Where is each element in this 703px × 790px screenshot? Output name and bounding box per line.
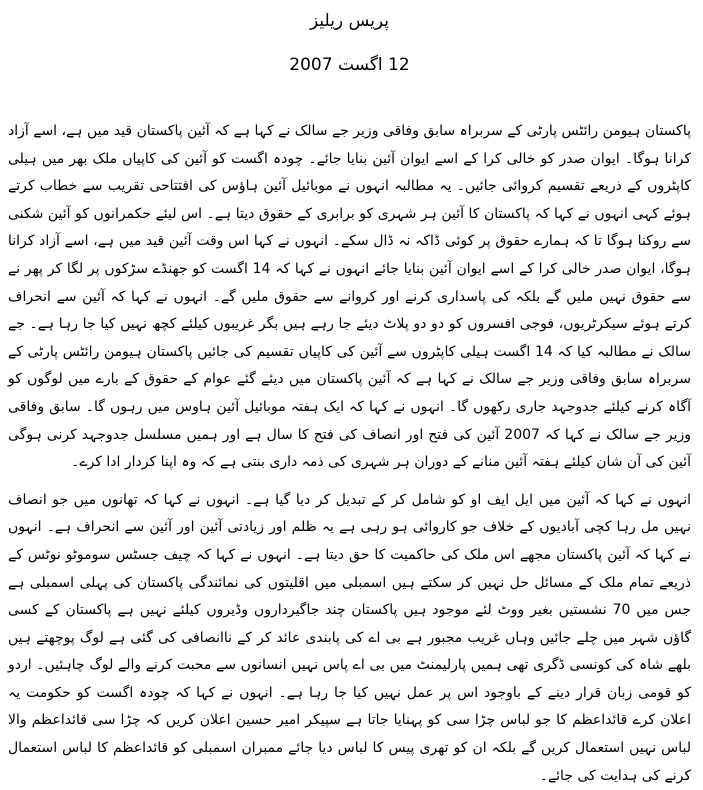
document-title: پریس ریلیز <box>310 11 389 31</box>
paragraph-1-text: پاکستان ہیومن رائٹس پارٹی کے سربراہ سابق وفاقی وزیر جے سالک نے کہا ہے کہ آئین پاکستان قید میں ہے، اسے آزاد کرانا ہوگا۔ ایوان صدر کو خالی کرا کے اسے ایوان آئین بنایا جائے۔ چودہ اگست کو آئین کی کاپیاں ملک بھر میں ہیلی کاپٹروں کے ذریعے تقسیم کروائی جائیں۔ یہ مطالبہ انہوں نے موبائیل آئین ہاؤس کی افتتاحی تقریب سے خطاب کرتے ہوئے کہی انہوں نے کہا کہ پاکستان کا آئین ہر شہری کو برابری کے حقوق دیتا ہے۔ اس لیئے حکمرانوں کو آئین شکنی سے روکنا ہوگا تا کہ ہمارے حقوق پر کوئی ڈاکہ نہ ڈال سکے۔ انہوں نے کہا اس وقت آئین قید میں ہے، اسے آزاد کرانا ہوگا، ایوان صدر خالی کرا کے اسے ایوان آئین بنایا جائے انہوں نے کہا کہ 14 اگست کو جھنڈے سڑکوں پر لگا کر پھر نے سے حقوق نہیں ملیں گے بلکہ کی پاسداری کرنے اور کروانے سے حقوق ملیں گے۔ انہوں نے کہا کہ آئین سے انحراف کرتے ہوئے سیکرٹریوں، فوجی افسروں کو دو دو پلاٹ دیئے جا رہے ہیں بگر غریبوں کیلئے کچھ نہیں کیا جا رہا ہے۔ جے سالک نے مطالبہ کیا کہ 14 اگست ہیلی کاپٹروں سے آئین کی کاپیاں تقسیم کی جائیں پاکستان ہیومن رائٹس پارٹی کے سربراہ سابق وفاقی وزیر جے سالک نے کہا ہے کہ آئین پاکستان میں دیئے گئے عوام کے حقوق کے بارے میں لوگوں کو آگاہ کرنے کیلئے جدوجہد جاری رکھوں گا۔ انہوں نے کہا کہ ایک ہفتہ موبائیل آئین ہاوس میں رہوں گا۔ سابق وفاقی وزیر جے سالک نے کہا کہ 2007 آئین کی فتح اور انصاف کی فتح کا سال ہے اور ہمیں مسلسل جدوجہد کرنی ہوگی آئین کی آن شان کیلئے ہفتہ آئین منانے کے دوران ہر شہری کی ذمہ داری بنتی ہے کہ وہ اپنا کردار ادا کرے۔ <box>8 123 691 471</box>
paragraph-1 <box>8 118 691 477</box>
paragraph-2-text: انہوں نے کہا کہ آئین میں ایل ایف او کو شامل کر کے تبدیل کر دیا گیا ہے۔ انہوں نے کہا کہ تھانوں میں جو انصاف نہیں مل رہا کچی آبادیوں کے خلاف جو کاروائی ہو رہی ہے یہ ظلم اور زیادتی آئین اور آئین سے انحراف ہے۔ انہوں نے کہا کہ آئین پاکستان مجھے اس ملک کی حاکمیت کا حق دیتا ہے۔ انہوں نے کہا کہ چیف جسٹس سوموٹو نوٹس کے ذریعے تمام ملک کے مسائل حل نہیں کر سکتے ہیں اسمبلی میں اقلیتوں کی نمائندگی پاکستان کی پہلی اسمبلی ہے جس میں 70 نشستیں بغیر ووٹ لئے موجود ہیں پاکستان چند جاگیرداروں وڈیروں کیلئے نہیں ہے پاکستان کے کسی گاؤں شہر میں چلے جائیں وہاں غریب مجبور ہے بی اے کی پابندی عائد کر کے ناانصافی کی گئی ہے لوگ پوچھتے ہیں بلھے شاہ کی کونسی ڈگری تھی ہمیں پارلیمنٹ میں بی اے پاس نہیں انسانوں سے محبت کرنے والے لوگ چاہئیں۔ اردو کو قومی زبان قرار دینے کے باوجود اس پر عمل نہیں کیا جا رہا ہے۔ انہوں نے کہا کہ چودہ اگست کو حکومت یہ اعلان کرے قائداعظم کا جو لباس چڑا سی کو پہنایا جاتا ہے سپیکر امیر حسین اعلان کریں کہ چڑا سی قائداعظم والا لباس نہیں استعمال کریں گے بلکہ ان کو تھری پیس کا لباس دیا جائے ممبران اسمبلی کو قائداعظم کا لباس استعمال کرنے کی ہدایت کی جائے۔ <box>8 491 691 784</box>
paragraph-2 <box>8 487 691 790</box>
document-date: 12 اگست 2007 <box>289 55 410 75</box>
